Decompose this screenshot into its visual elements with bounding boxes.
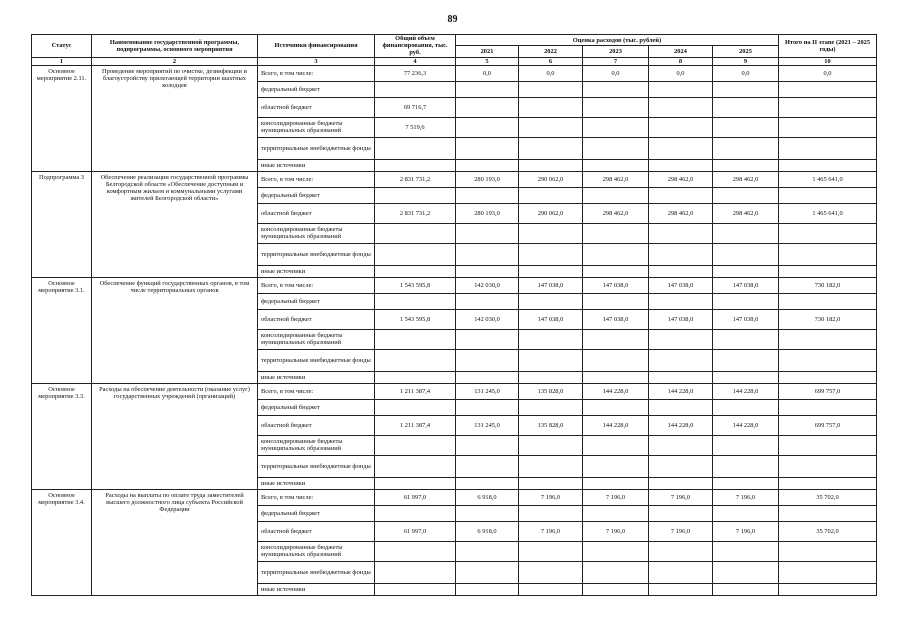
funding-source-cell: федеральный бюджет xyxy=(258,505,375,521)
value-cell xyxy=(779,187,877,203)
funding-source-cell: федеральный бюджет xyxy=(258,293,375,309)
value-cell xyxy=(583,329,649,349)
value-cell: 147 038,0 xyxy=(519,309,583,329)
value-cell xyxy=(779,137,877,159)
value-cell xyxy=(375,455,456,477)
value-cell: 144 228,0 xyxy=(713,415,779,435)
funding-source-cell: Всего, в том числе: xyxy=(258,277,375,293)
value-cell xyxy=(456,97,519,117)
value-cell xyxy=(649,137,713,159)
column-number: 1 xyxy=(32,57,92,65)
value-cell xyxy=(583,223,649,243)
header-year: 2022 xyxy=(519,46,583,57)
value-cell xyxy=(779,159,877,171)
value-cell xyxy=(713,371,779,383)
status-cell: Подпрограмма 3 xyxy=(32,171,92,277)
funding-source-cell: территориальные внебюджетные фонды xyxy=(258,349,375,371)
value-cell xyxy=(713,477,779,489)
value-cell xyxy=(375,399,456,415)
value-cell xyxy=(649,81,713,97)
value-cell xyxy=(649,561,713,583)
value-cell xyxy=(456,117,519,137)
value-cell xyxy=(713,399,779,415)
value-cell xyxy=(713,435,779,455)
value-cell xyxy=(713,561,779,583)
header-year: 2024 xyxy=(649,46,713,57)
funding-source-cell: областной бюджет xyxy=(258,309,375,329)
value-cell xyxy=(583,435,649,455)
value-cell: 144 228,0 xyxy=(713,383,779,399)
value-cell xyxy=(519,293,583,309)
value-cell: 144 228,0 xyxy=(649,383,713,399)
value-cell xyxy=(519,187,583,203)
value-cell xyxy=(456,561,519,583)
value-cell: 280 193,0 xyxy=(456,171,519,187)
value-cell xyxy=(779,349,877,371)
value-cell xyxy=(456,159,519,171)
value-cell xyxy=(713,117,779,137)
value-cell xyxy=(649,293,713,309)
value-cell xyxy=(456,187,519,203)
value-cell xyxy=(583,265,649,277)
value-cell: 730 182,0 xyxy=(779,309,877,329)
budget-table xyxy=(31,34,877,596)
value-cell xyxy=(779,561,877,583)
value-cell: 1 543 595,8 xyxy=(375,309,456,329)
value-cell xyxy=(649,243,713,265)
funding-source-cell: консолидированные бюджеты муниципальных образований xyxy=(258,435,375,455)
funding-source-cell: иные источники xyxy=(258,159,375,171)
header-year: 2025 xyxy=(713,46,779,57)
value-cell xyxy=(519,455,583,477)
value-cell xyxy=(519,81,583,97)
value-cell: 7 196,0 xyxy=(519,521,583,541)
value-cell xyxy=(519,505,583,521)
value-cell xyxy=(519,435,583,455)
value-cell xyxy=(713,159,779,171)
value-cell: 35 702,0 xyxy=(779,521,877,541)
funding-source-cell: иные источники xyxy=(258,477,375,489)
value-cell xyxy=(649,329,713,349)
value-cell: 290 062,0 xyxy=(519,203,583,223)
value-cell xyxy=(519,223,583,243)
value-cell: 298 462,0 xyxy=(649,171,713,187)
value-cell: 147 038,0 xyxy=(649,309,713,329)
funding-source-cell: областной бюджет xyxy=(258,97,375,117)
value-cell: 7 196,0 xyxy=(649,521,713,541)
value-cell xyxy=(649,583,713,595)
value-cell xyxy=(649,223,713,243)
value-cell: 290 062,0 xyxy=(519,171,583,187)
value-cell xyxy=(456,435,519,455)
header-total: Общий объем финансирования, тыс. руб. xyxy=(375,35,456,58)
value-cell xyxy=(713,541,779,561)
value-cell: 7 519,6 xyxy=(375,117,456,137)
value-cell: 730 182,0 xyxy=(779,277,877,293)
funding-source-cell: федеральный бюджет xyxy=(258,399,375,415)
value-cell xyxy=(779,117,877,137)
value-cell xyxy=(519,371,583,383)
funding-source-cell: областной бюджет xyxy=(258,203,375,223)
funding-source-cell: территориальные внебюджетные фонды xyxy=(258,243,375,265)
value-cell xyxy=(456,329,519,349)
value-cell: 7 196,0 xyxy=(583,521,649,541)
value-cell xyxy=(456,505,519,521)
value-cell xyxy=(583,187,649,203)
value-cell xyxy=(456,455,519,477)
value-cell: 0,0 xyxy=(519,65,583,81)
value-cell xyxy=(519,541,583,561)
value-cell: 298 462,0 xyxy=(583,203,649,223)
table-row xyxy=(32,65,877,81)
funding-source-cell: Всего, в том числе: xyxy=(258,65,375,81)
program-name-cell: Расходы на выплаты по оплате труда заместителей высшего должностного лица субъекта Российской Федерации xyxy=(92,489,258,595)
value-cell xyxy=(779,81,877,97)
value-cell xyxy=(779,371,877,383)
value-cell: 298 462,0 xyxy=(649,203,713,223)
status-cell: Основное мероприятие 3.3. xyxy=(32,383,92,489)
program-name-cell: Обеспечение функций государственных органов, в том числе территориальных органов xyxy=(92,277,258,383)
value-cell xyxy=(519,583,583,595)
value-cell xyxy=(583,455,649,477)
value-cell xyxy=(713,243,779,265)
value-cell xyxy=(583,81,649,97)
value-cell xyxy=(583,137,649,159)
value-cell: 7 196,0 xyxy=(649,489,713,505)
funding-source-cell: консолидированные бюджеты муниципальных образований xyxy=(258,329,375,349)
column-number: 8 xyxy=(649,57,713,65)
value-cell xyxy=(713,329,779,349)
value-cell xyxy=(583,477,649,489)
value-cell: 1 211 387,4 xyxy=(375,415,456,435)
value-cell xyxy=(519,477,583,489)
value-cell xyxy=(375,187,456,203)
value-cell xyxy=(779,293,877,309)
value-cell xyxy=(583,399,649,415)
value-cell xyxy=(779,583,877,595)
value-cell xyxy=(779,399,877,415)
funding-source-cell: Всего, в том числе: xyxy=(258,171,375,187)
value-cell xyxy=(375,561,456,583)
value-cell: 142 030,0 xyxy=(456,277,519,293)
value-cell xyxy=(519,349,583,371)
value-cell: 7 196,0 xyxy=(713,489,779,505)
funding-source-cell: иные источники xyxy=(258,583,375,595)
header-estimate: Оценка расходов (тыс. рублей) xyxy=(456,35,779,46)
value-cell: 280 193,0 xyxy=(456,203,519,223)
value-cell xyxy=(713,187,779,203)
value-cell xyxy=(519,137,583,159)
value-cell: 0,0 xyxy=(713,65,779,81)
value-cell xyxy=(456,541,519,561)
value-cell: 0,0 xyxy=(649,65,713,81)
value-cell: 147 038,0 xyxy=(713,277,779,293)
value-cell xyxy=(649,399,713,415)
funding-source-cell: территориальные внебюджетные фонды xyxy=(258,455,375,477)
value-cell xyxy=(649,477,713,489)
value-cell xyxy=(649,455,713,477)
funding-source-cell: консолидированные бюджеты муниципальных образований xyxy=(258,541,375,561)
value-cell xyxy=(583,371,649,383)
value-cell: 699 757,0 xyxy=(779,383,877,399)
header-year: 2021 xyxy=(456,46,519,57)
value-cell: 77 236,3 xyxy=(375,65,456,81)
value-cell xyxy=(779,435,877,455)
value-cell xyxy=(649,435,713,455)
value-cell xyxy=(713,265,779,277)
value-cell: 144 228,0 xyxy=(583,383,649,399)
value-cell xyxy=(713,137,779,159)
value-cell: 131 245,0 xyxy=(456,383,519,399)
value-cell xyxy=(583,159,649,171)
value-cell xyxy=(375,371,456,383)
value-cell: 6 918,0 xyxy=(456,521,519,541)
funding-source-cell: федеральный бюджет xyxy=(258,81,375,97)
value-cell xyxy=(519,117,583,137)
value-cell xyxy=(649,505,713,521)
value-cell xyxy=(375,293,456,309)
column-number: 3 xyxy=(258,57,375,65)
funding-source-cell: иные источники xyxy=(258,265,375,277)
value-cell: 7 196,0 xyxy=(583,489,649,505)
column-number: 2 xyxy=(92,57,258,65)
column-number: 7 xyxy=(583,57,649,65)
value-cell xyxy=(583,505,649,521)
value-cell: 61 997,0 xyxy=(375,521,456,541)
value-cell xyxy=(649,97,713,117)
value-cell: 298 462,0 xyxy=(713,203,779,223)
value-cell xyxy=(649,371,713,383)
table-row xyxy=(32,171,877,187)
value-cell: 147 038,0 xyxy=(649,277,713,293)
value-cell: 0,0 xyxy=(779,65,877,81)
value-cell xyxy=(456,293,519,309)
value-cell xyxy=(583,243,649,265)
value-cell: 147 038,0 xyxy=(713,309,779,329)
value-cell xyxy=(713,81,779,97)
value-cell xyxy=(649,187,713,203)
value-cell xyxy=(649,265,713,277)
value-cell: 2 831 731,2 xyxy=(375,171,456,187)
value-cell xyxy=(713,97,779,117)
value-cell xyxy=(375,329,456,349)
funding-source-cell: консолидированные бюджеты муниципальных образований xyxy=(258,223,375,243)
value-cell xyxy=(713,293,779,309)
funding-source-cell: Всего, в том числе: xyxy=(258,489,375,505)
value-cell xyxy=(456,81,519,97)
value-cell xyxy=(456,349,519,371)
value-cell xyxy=(519,265,583,277)
value-cell xyxy=(713,455,779,477)
value-cell xyxy=(583,541,649,561)
value-cell xyxy=(583,117,649,137)
header-stage-total: Итого на II этапе (2021 – 2025 годы) xyxy=(779,35,877,58)
value-cell xyxy=(583,293,649,309)
value-cell: 2 831 731,2 xyxy=(375,203,456,223)
value-cell: 0,0 xyxy=(583,65,649,81)
column-numbers-row xyxy=(32,57,877,65)
value-cell xyxy=(375,435,456,455)
value-cell xyxy=(519,97,583,117)
value-cell xyxy=(519,399,583,415)
value-cell: 147 038,0 xyxy=(583,277,649,293)
value-cell xyxy=(779,97,877,117)
value-cell xyxy=(519,243,583,265)
funding-source-cell: областной бюджет xyxy=(258,415,375,435)
value-cell xyxy=(519,561,583,583)
value-cell: 7 196,0 xyxy=(713,521,779,541)
value-cell xyxy=(779,329,877,349)
value-cell xyxy=(456,583,519,595)
value-cell: 1 465 641,0 xyxy=(779,203,877,223)
program-name-cell: Расходы на обеспечение деятельности (оказание услуг) государственных учреждений (организаций) xyxy=(92,383,258,489)
value-cell: 298 462,0 xyxy=(713,171,779,187)
page-number: 89 xyxy=(447,14,458,25)
value-cell: 135 828,0 xyxy=(519,383,583,399)
value-cell xyxy=(713,349,779,371)
value-cell xyxy=(779,243,877,265)
funding-source-cell: областной бюджет xyxy=(258,521,375,541)
value-cell: 7 196,0 xyxy=(519,489,583,505)
column-number: 4 xyxy=(375,57,456,65)
value-cell: 35 702,0 xyxy=(779,489,877,505)
value-cell xyxy=(456,399,519,415)
value-cell xyxy=(779,505,877,521)
value-cell: 147 038,0 xyxy=(519,277,583,293)
funding-source-cell: консолидированные бюджеты муниципальных образований xyxy=(258,117,375,137)
table-row xyxy=(32,277,877,293)
value-cell: 6 918,0 xyxy=(456,489,519,505)
value-cell xyxy=(583,97,649,117)
value-cell xyxy=(456,223,519,243)
value-cell xyxy=(456,265,519,277)
funding-source-cell: иные источники xyxy=(258,371,375,383)
value-cell: 144 228,0 xyxy=(583,415,649,435)
value-cell xyxy=(519,329,583,349)
column-number: 9 xyxy=(713,57,779,65)
header-year: 2023 xyxy=(583,46,649,57)
value-cell: 699 757,0 xyxy=(779,415,877,435)
value-cell: 144 228,0 xyxy=(649,415,713,435)
value-cell xyxy=(779,477,877,489)
value-cell: 147 038,0 xyxy=(583,309,649,329)
value-cell: 1 543 595,8 xyxy=(375,277,456,293)
value-cell: 0,0 xyxy=(456,65,519,81)
value-cell xyxy=(779,455,877,477)
value-cell xyxy=(456,371,519,383)
value-cell: 1 465 641,0 xyxy=(779,171,877,187)
status-cell: Основное мероприятие 3.4. xyxy=(32,489,92,595)
value-cell xyxy=(583,583,649,595)
value-cell xyxy=(456,243,519,265)
table-row xyxy=(32,489,877,505)
value-cell xyxy=(649,117,713,137)
value-cell xyxy=(456,137,519,159)
value-cell xyxy=(456,477,519,489)
funding-source-cell: федеральный бюджет xyxy=(258,187,375,203)
value-cell xyxy=(519,159,583,171)
value-cell xyxy=(375,243,456,265)
value-cell xyxy=(375,477,456,489)
value-cell xyxy=(649,349,713,371)
column-number: 10 xyxy=(779,57,877,65)
value-cell xyxy=(375,505,456,521)
value-cell xyxy=(375,81,456,97)
column-number: 6 xyxy=(519,57,583,65)
value-cell xyxy=(649,159,713,171)
value-cell xyxy=(583,561,649,583)
value-cell: 69 716,7 xyxy=(375,97,456,117)
funding-source-cell: территориальные внебюджетные фонды xyxy=(258,561,375,583)
value-cell xyxy=(375,159,456,171)
header-name: Наименование государственной программы, подпрограммы, основного мероприятия xyxy=(92,35,258,58)
status-cell: Основное мероприятие 2.11. xyxy=(32,65,92,171)
value-cell xyxy=(375,349,456,371)
value-cell: 1 211 387,4 xyxy=(375,383,456,399)
program-name-cell: Обеспечение реализации государственной программы Белгородской области «Обеспечение доступным и комфортным жильем и коммунальными услугами жителей Белгородской области» xyxy=(92,171,258,277)
value-cell xyxy=(375,137,456,159)
column-number: 5 xyxy=(456,57,519,65)
value-cell xyxy=(375,541,456,561)
header-status: Статус xyxy=(32,35,92,58)
table-row xyxy=(32,383,877,399)
value-cell xyxy=(583,349,649,371)
value-cell xyxy=(779,541,877,561)
value-cell xyxy=(779,223,877,243)
value-cell: 298 462,0 xyxy=(583,171,649,187)
funding-source-cell: Всего, в том числе: xyxy=(258,383,375,399)
value-cell xyxy=(713,505,779,521)
value-cell xyxy=(375,583,456,595)
value-cell xyxy=(713,583,779,595)
value-cell xyxy=(779,265,877,277)
value-cell xyxy=(375,265,456,277)
funding-source-cell: территориальные внебюджетные фонды xyxy=(258,137,375,159)
value-cell xyxy=(649,541,713,561)
value-cell: 142 030,0 xyxy=(456,309,519,329)
program-name-cell: Проведение мероприятий по очистке, дезинфекции и благоустройству прилегающей территории шахтных колодцев xyxy=(92,65,258,171)
value-cell: 131 245,0 xyxy=(456,415,519,435)
value-cell xyxy=(375,223,456,243)
value-cell xyxy=(713,223,779,243)
status-cell: Основное мероприятие 3.1. xyxy=(32,277,92,383)
value-cell: 135 828,0 xyxy=(519,415,583,435)
value-cell: 61 997,0 xyxy=(375,489,456,505)
header-sources: Источники финансирования xyxy=(258,35,375,58)
